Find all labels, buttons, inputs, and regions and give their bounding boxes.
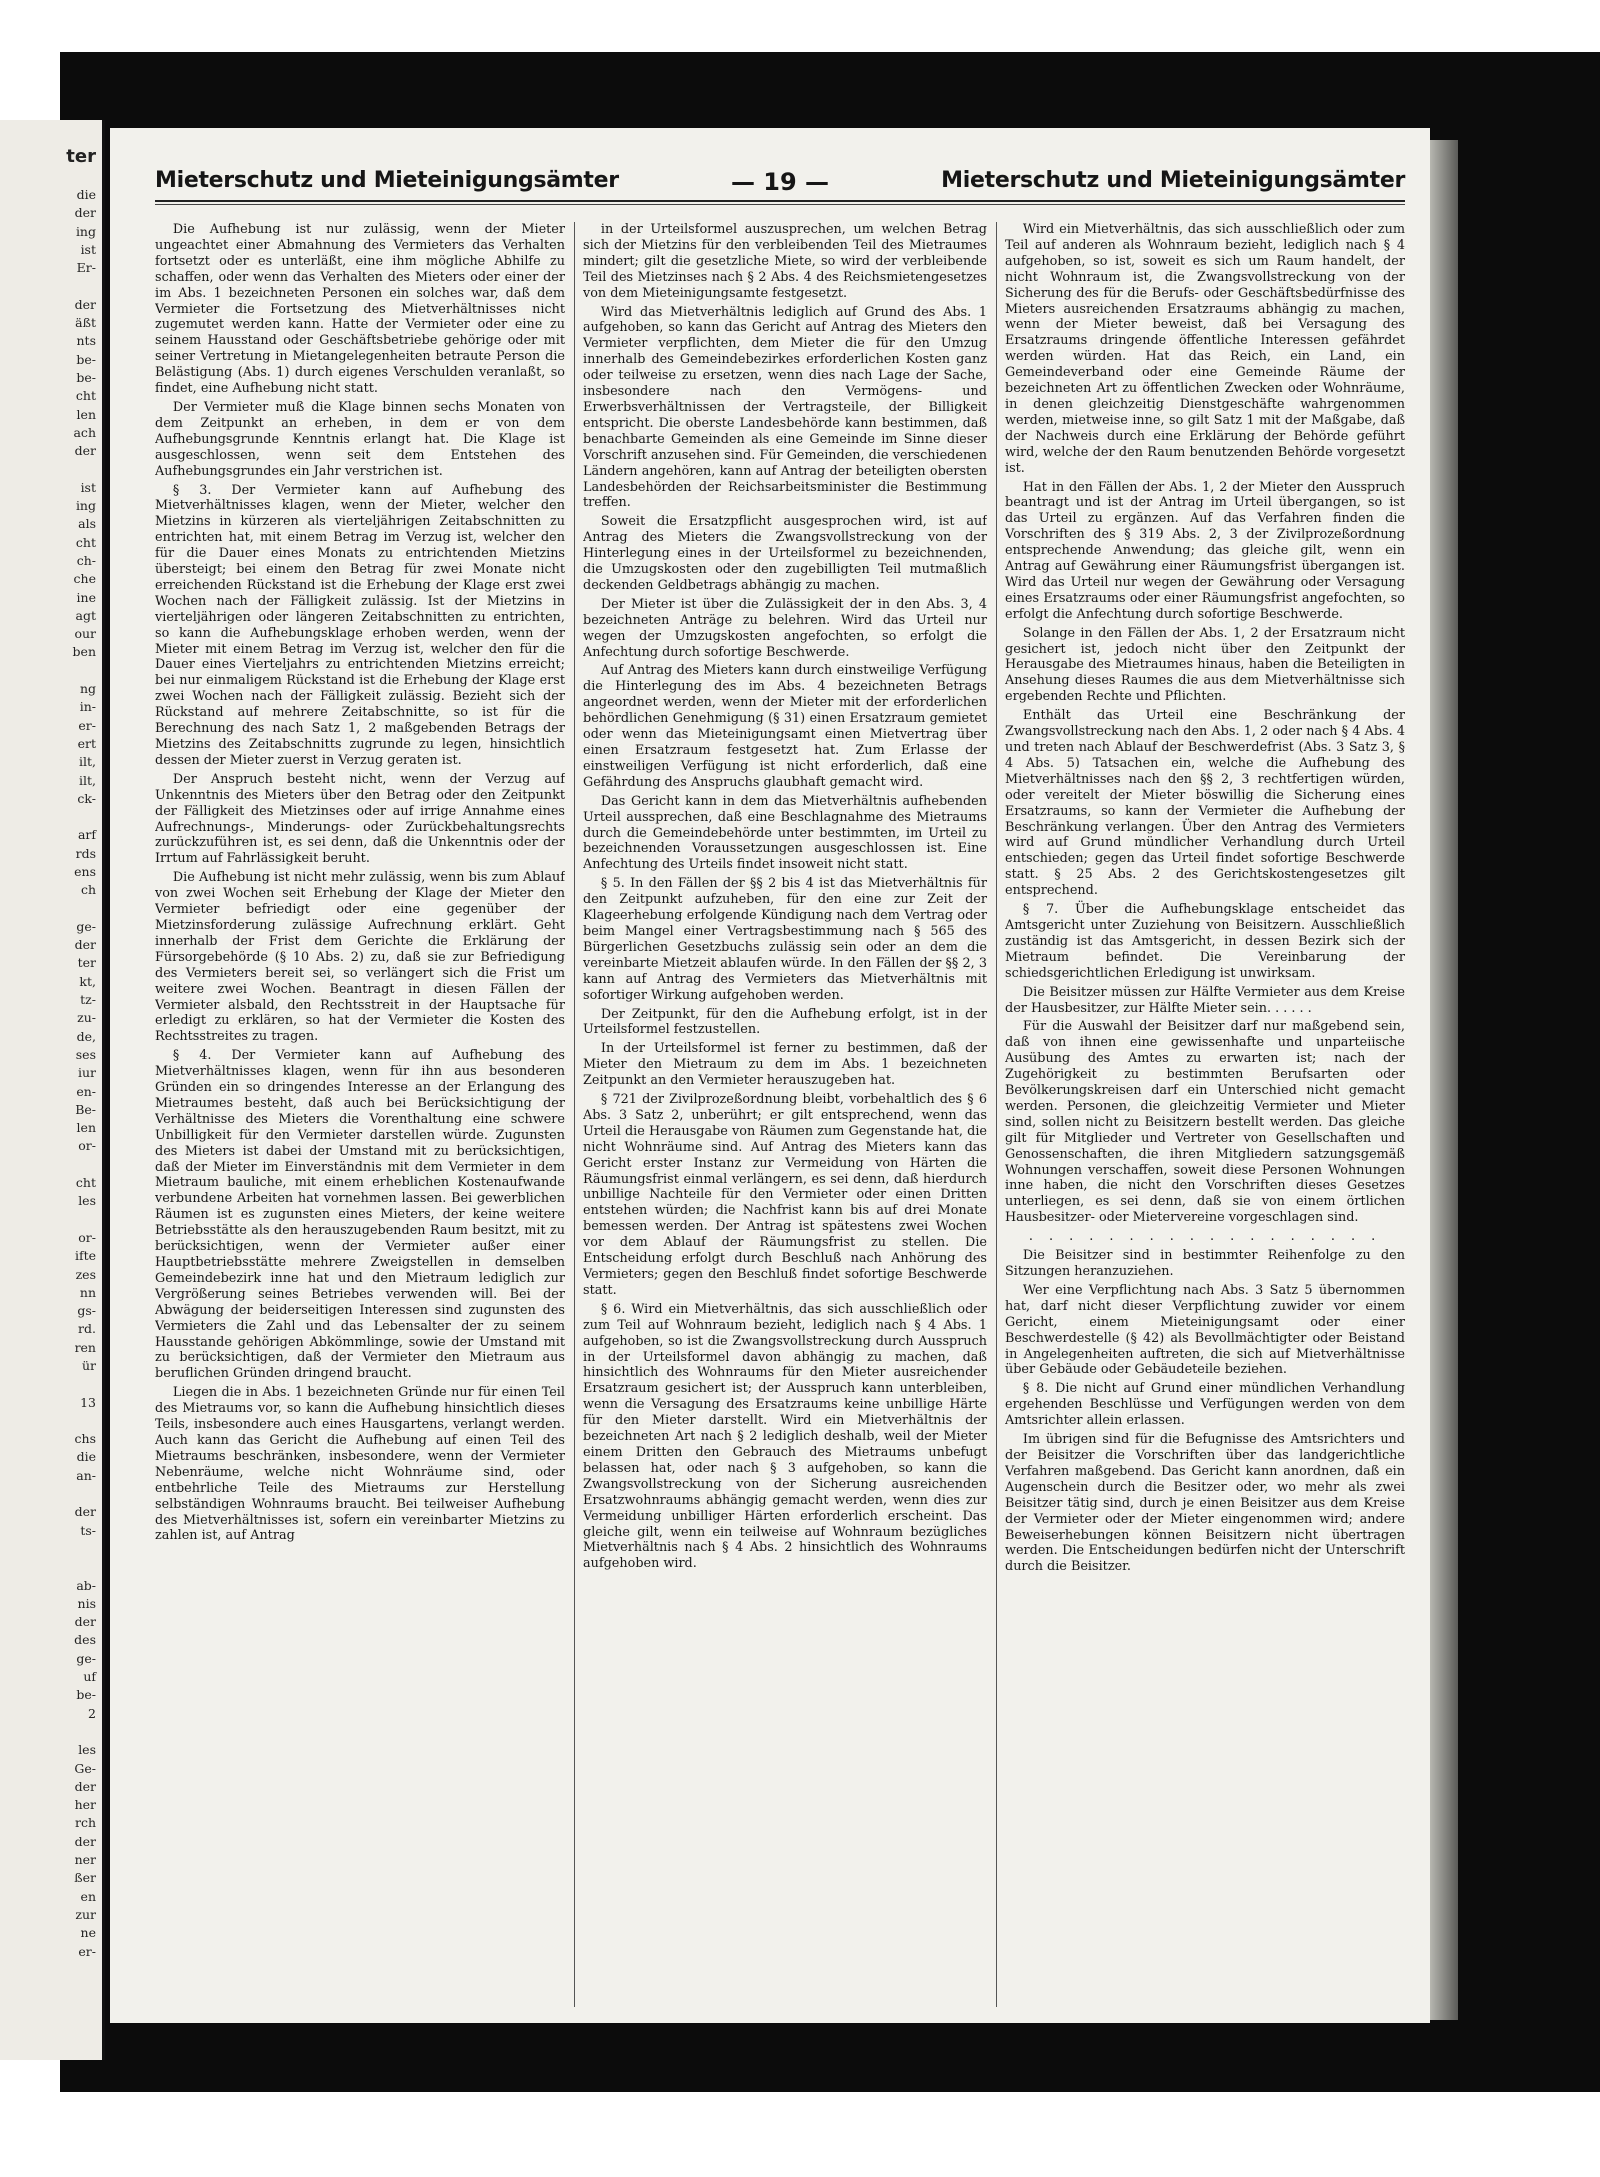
adjacent-line-fragment [0,1485,102,1503]
adjacent-line-fragment [0,1156,102,1174]
adjacent-line-fragment: ch- [76,552,96,568]
adjacent-line-fragment: ine [76,589,96,605]
adjacent-line-fragment: äßt [75,315,96,331]
adjacent-line-fragment: ert [77,735,96,751]
adjacent-line-fragment: be- [76,1687,96,1703]
adjacent-line-fragment: les [78,1742,96,1758]
adjacent-line-fragment: ng [79,681,96,697]
running-header [155,168,1405,202]
adjacent-line-fragment: der [74,296,96,312]
adjacent-line-fragment: rds [75,845,96,861]
adjacent-line-fragment: der [74,1504,96,1520]
text-column-3 [1005,222,1405,2007]
paragraph: § 6. Wird ein Mietverhältnis, das sich ausschließlich oder zum Teil auf Wohnraum bezieht, lediglich nach § 4 Abs. 1 aufgehoben, so ist die Zwangsvollstreckung durch Ausspruch in der Urteilsformel davon abhängig zu machen, daß hinsichtlich des Wohnraums für den Mieter ausreichender Ersatzraum gesichert ist; der Ausspruch kann unterbleiben, wenn die Versagung des Ersatzraums keine unbillige Härte für den Mieter darstellt. Wird ein Mietverhältnis der bezeichneten Art nach § 2 lediglich deshalb, weil der Mieter einem Dritten den Gebrauch des Mietraums unbefugt belassen hat, oder nach § 3 aufgehoben, so kann die Zwangsvollstreckung von der Sicherung ausreichenden Ersatzwohnraums abhängig gemacht werden, wenn dies zur Vermeidung unbilliger Härten erforderlich erscheint. Das gleiche gilt, wenn ein teilweise auf Wohnraum bezügliches Mietverhältnis nach § 4 Abs. 2 hinsichtlich des Wohnraums aufgehoben wird. [583,1301,987,1572]
adjacent-line-fragment: ür [81,1358,96,1373]
adjacent-line-fragment: 13 [80,1394,96,1410]
adjacent-line-fragment: ßer [74,1870,96,1886]
adjacent-line-fragment: er- [78,717,96,733]
adjacent-line-fragment: agt [75,607,96,623]
adjacent-line-fragment: in- [79,699,96,715]
document-page [110,128,1430,2023]
adjacent-line-fragment: Be- [75,1101,96,1117]
adjacent-line-fragment: als [78,516,96,532]
page-number: — 19 — [730,168,830,196]
adjacent-line-fragment: der [74,205,96,221]
adjacent-line-fragment: che [73,571,96,587]
adjacent-line-fragment: Er- [76,260,96,276]
paragraph: § 7. Über die Aufhebungsklage entscheidet das Amtsgericht unter Zuziehung von Beisitzern. Ausschließlich zuständig ist das Amtsgericht, in dessen Bezirk sich der Mietraum befindet. Die Vereinbarung der schiedsgerichtlichen Erledigung ist unwirksam. [1005,902,1405,981]
paragraph: Das Gericht kann in dem das Mietverhältnis aufhebenden Urteil aussprechen, daß eine Beschlagnahme des Mietraums durch die Gemeindebehörde unter bestimmten, im Urteil zu bezeichnenden Voraussetzungen ausgeschlossen ist. Eine Anfechtung des Urteils findet insoweit nicht statt. [583,793,987,873]
paragraph: Hat in den Fällen der Abs. 1, 2 der Mieter den Ausspruch beantragt und ist der Antrag im Urteil übergangen, so ist das Urteil zu ergänzen. Auf das Verfahren finden die Vorschriften des § 319 Abs. 2, 3 der Zivilprozeßordnung entsprechende Anwendung; das gleiche gilt, wenn ein Antrag auf Gewährung einer Räumungsfrist übergangen ist. Wird das Urteil nur wegen der Gewährung oder Versagung eines Ersatzraums oder einer Räumungsfrist angefochten, so erfolgt die Anfechtung durch sofortige Beschwerde. [1005,479,1405,622]
paragraph: Der Mieter ist über die Zulässigkeit der in den Abs. 3, 4 bezeichneten Anträge zu belehren. Wird das Urteil nur wegen der Umzugskosten angefochten, so erfolgt die Anfechtung durch sofortige Beschwerde. [583,596,987,660]
paragraph: Liegen die in Abs. 1 bezeichneten Gründe nur für einen Teil des Mietraums vor, so kann die Aufhebung hinsichtlich dieses Teils, insbesondere auch eines Hausgartens, verlangt werden. Auch kann das Gericht die Aufhebung auf einen Teil des Mietraums beschränken, insbesondere, wenn der Vermieter Nebenräume, welche nicht Wohnräume sind, oder entbehrliche Teile des Mietraums zur Herstellung selbständigen Wohnraums braucht. Bei teilweiser Aufhebung des Mietverhältnisses ist, sofern ein vereinbarter Mietzins zu zahlen ist, auf Antrag [155,1385,565,1544]
adjacent-line-fragment [0,900,102,918]
column-divider [574,222,575,2007]
adjacent-line-fragment: rd. [78,1321,96,1337]
adjacent-line-fragment [0,277,102,295]
adjacent-line-fragment: len [76,406,96,422]
paragraph: Die Aufhebung ist nicht mehr zulässig, wenn bis zum Ablauf von zwei Wochen seit Erhebung der Klage der Mieter den Vermieter befriedigt oder eine gegenüber der Mietzinsforderung zulässige Aufrechnung erklärt. Geht innerhalb der Frist dem Gerichte die Erklärung der Fürsorgebehörde (§ 10 Abs. 2) zu, daß sie zur Befriedigung des Vermieters bereit sei, so verlängert sich die Frist um weitere zwei Wochen. Beantragt in diesen Fällen der Vermieter alsbald, den Rechtsstreit in der Hauptsache für erledigt zu erklären, so hat der Vermieter die Kosten des Rechtsstreites zu tragen. [155,870,565,1045]
adjacent-line-fragment: Ge- [74,1760,96,1776]
adjacent-line-fragment: ens [74,863,96,879]
paragraph: Soweit die Ersatzpflicht ausgesprochen wird, ist auf Antrag des Mieters die Zwangsvollstreckung von der Hinterlegung eines in der Urteilsformel zu bezeichnenden, die Umzugskosten oder den zugebilligten Teil mutmaßlich deckenden Geldbetrags abhängig zu machen. [583,514,987,593]
paragraph: In der Urteilsformel ist ferner zu bestimmen, daß der Mieter den Mietraum zu dem im Abs. 1 bezeichneten Zeitpunkt an den Vermieter herauszugeben hat. [583,1041,987,1089]
paragraph: Auf Antrag des Mieters kann durch einstweilige Verfügung die Hinterlegung des im Abs. 4 bezeichneten Betrags angeordnet werden, wenn der Mieter mit der erforderlichen behördlichen Genehmigung (§ 31) einen Ersatzraum gemietet oder wenn das Mieteinigungsamt einen Mietvertrag über einen Ersatzraum festgesetzt hat. Zum Erlasse der einstweiligen Verfügung ist nicht erforderlich, daß eine Gefährdung des Anspruchs glaubhaft gemacht wird. [583,663,987,790]
adjacent-line-fragment: ge- [76,1650,96,1666]
adjacent-line-fragment: die [76,187,96,202]
paragraph: Die Beisitzer müssen zur Hälfte Vermieter aus dem Kreise der Hausbesitzer, zur Hälfte Mieter sein. . . . . . [1005,984,1405,1016]
paragraph: § 4. Der Vermieter kann auf Aufhebung des Mietverhältnisses klagen, wenn für ihn aus besonderen Gründen ein so dringendes Interesse an der Erlangung des Mietraumes besteht, daß auch bei Berücksichtigung der Verhältnisse des Mieters die Vorenthaltung eine schwere Unbilligkeit für den Vermieter darstellen würde. Zugunsten des Mieters ist dabei der Umstand mit zu berücksichtigen, daß der Mieter im Einverständnis mit dem Vermieter in dem Mietraum bauliche, mit einem erheblichen Kostenaufwande verbundene Arbeiten hat vornehmen lassen. Bei gewerblichen Räumen ist es zugunsten eines Mieters, der keine weitere Betriebsstätte als den herauszugebenden Raum besitzt, mit zu berücksichtigen, wenn der Vermieter außer einer Hauptbetriebsstätte mehrere Zweigstellen in demselben Gemeindebezirk inne hat und den Mietraum lediglich zur Vergrößerung seines Betriebes verwenden will. Bei der Abwägung der beiderseitigen Interessen sind zugunsten des Vermieters die Zahl und das Lebensalter der zu seinem Hausstande gehörigen Abkömmlinge, sowie der Umstand mit zu berücksichtigen, daß der Vermieter den Mietraum aus beruflichen Gründen dringend braucht. [155,1048,565,1382]
adjacent-line-fragment [0,808,102,826]
adjacent-line-fragment [0,1723,102,1741]
adjacent-line-fragment: ach [73,424,96,440]
paragraph: Wer eine Verpflichtung nach Abs. 3 Satz 5 übernommen hat, darf nicht dieser Verpflichtung zuwider vor einem Gericht, einem Mieteinigungsamt oder einer Beschwerdestelle (§ 42) als Bevollmächtigter oder Beistand in Angelegenheiten auftreten, die sich auf Mietverhältnisse über Gebäude oder Gebäudeteile beziehen. [1005,1282,1405,1378]
adjacent-line-fragment: be- [76,351,96,367]
paragraph: . . . . . . . . . . . . . . . . . . [1028,1229,1382,1245]
adjacent-line-fragment: rch [74,1815,96,1831]
paragraph: Wird das Mietverhältnis lediglich auf Grund des Abs. 1 aufgehoben, so kann das Gericht auf Antrag des Mieters den Vermieter verpflichten, dem Mieter die für den Umzug innerhalb des Gemeindebezirkes erforderlichen Kosten ganz oder teilweise zu ersetzen, wenn dies nach Lage der Sache, insbesondere nach den Vermögens- und Erwerbsverhältnissen der Vertragsteile, der Billigkeit entspricht. Die oberste Landesbehörde kann bestimmen, daß benachbarte Gemeinden als eine Gemeinde im Sinne dieser Vorschrift anzusehen sind. Für Gemeinden, die verschiedenen Ländern angehören, kann auf Antrag der beteiligten obersten Landesbehörden der Reichsarbeitsminister die Bestimmung treffen. [583,304,987,511]
adjacent-line-fragment: en [80,1888,96,1904]
adjacent-line-fragment: ilt, [79,772,96,788]
adjacent-line-fragment: be- [76,369,96,385]
adjacent-line-fragment: iur [77,1065,96,1081]
adjacent-line-fragment: des [74,1632,96,1648]
adjacent-line-fragment: ner [74,1852,96,1868]
header-title-right: Mieterschutz und Mieteinigungsämter [941,168,1405,193]
adjacent-line-fragment: zes [75,1266,96,1282]
column-divider [996,222,997,2007]
adjacent-line-fragment: ifte [74,1248,96,1264]
adjacent-line-fragment: er- [78,1943,96,1959]
adjacent-line-fragment: ren [74,1339,96,1355]
adjacent-line-fragment [0,1375,102,1393]
adjacent-line-fragment: cht [75,388,96,404]
adjacent-line-fragment [0,1540,102,1558]
adjacent-line-fragment: zur [75,1906,96,1922]
adjacent-line-fragment: 2 [88,1705,96,1721]
paragraph: § 3. Der Vermieter kann auf Aufhebung des Mietverhältnisses klagen, wenn der Mieter, welcher den Mietzins in kürzeren als vierteljährigen Zeitabschnitten zu entrichten hat, mit einem Betrag im Verzug ist, welcher den für die Dauer eines Monats zu entrichtenden Mietzins übersteigt; bei einem den Betrag für zwei Monate nicht erreichenden Rückstand ist die Erhebung der Klage erst zwei Wochen nach der Fälligkeit zulässig. Ist der Mietzins in vierteljährigen oder längeren Zeitabschnitten zu entrichten, so kann die Aufhebungsklage erhoben werden, wenn der Mieter mit einem Betrag im Verzug ist, welcher den für die Dauer eines Vierteljahrs zu entrichtenden Mietzins erreicht; bei nur einmaligem Rückstand ist die Erhebung der Klage erst zwei Wochen nach der Fälligkeit zulässig. Bezieht sich der Rückstand auf mehrere Zeitabschnitte, so ist für die Berechnung des nach Satz 1, 2 maßgebenden Betrags der Mietzins des Zeitabschnitts zugrunde zu legen, hinsichtlich dessen der Mieter zuerst in Verzug geraten ist. [155,482,565,768]
paragraph: Enthält das Urteil eine Beschränkung der Zwangsvollstreckung nach den Abs. 1, 2 oder nach § 4 Abs. 4 und treten nach Ablauf der Beschwerdefrist (Abs. 3 Satz 3, § 4 Abs. 5) Tatsachen ein, welche die Aufhebung des Mietverhältnisses nach den §§ 2, 3 rechtfertigen würden, oder vereitelt der Mieter böswillig die Sicherung eines Ersatzraums, so kann der Vermieter die Aufhebung der Beschränkung verlangen. Über den Antrag des Vermieters wird auf Grund mündlicher Verhandlung durch Urteil entschieden; gegen das Urteil findet sofortige Beschwerde statt. § 25 Abs. 2 des Gerichtskostengesetzes gilt entsprechend. [1005,708,1405,899]
paragraph: § 5. In den Fällen der §§ 2 bis 4 ist das Mietverhältnis für den Zeitpunkt aufzuheben, für den eine zur Zeit der Klageerhebung erfolgende Kündigung nach dem Vertrag oder beim Mangel einer Vertragsbestimmung nach § 565 des Bürgerlichen Gesetzbuchs zulässig sein oder an dem die vereinbarte Mietzeit ablaufen würde. In den Fällen der §§ 2, 3 kann auf Antrag des Vermieters das Mietverhältnis mit sofortiger Wirkung aufgehoben werden. [583,876,987,1003]
adjacent-page-heading: ter [66,146,96,167]
adjacent-line-fragment: tz- [80,992,96,1008]
paragraph: in der Urteilsformel auszusprechen, um welchen Betrag sich der Mietzins für den verbleibenden Teil des Mietraumes mindert; gilt die gesetzliche Miete, so wird der verbleibende Teil des Mietzinses nach § 2 Abs. 4 des Reichsmietengesetzes von dem Mieteinigungsamte festgesetzt. [583,222,987,301]
adjacent-line-fragment: nn [79,1284,96,1300]
adjacent-line-fragment [0,1412,102,1430]
adjacent-line-fragment: en- [76,1083,96,1099]
adjacent-line-fragment: cht [75,534,96,550]
adjacent-line-fragment: ist [80,479,96,495]
page-edge-shadow [1428,140,1458,2020]
adjacent-line-fragment: kt, [79,973,96,989]
paragraph: § 721 der Zivilprozeßordnung bleibt, vorbehaltlich des § 6 Abs. 3 Satz 2, unberührt; er gilt entsprechend, wenn das Urteil die Herausgabe von Räumen zum Gegenstande hat, die nicht Wohnräume sind. Auf Antrag des Mieters kann das Gericht erster Instanz zur Vermeidung von Härten die Räumungsfrist einmal verlängern, es sei denn, daß hierdurch unbillige Nachteile für den Vermieter oder einen Dritten entstehen würden; die Nachfrist kann bis auf drei Monate bemessen werden. Der Antrag ist spätestens zwei Wochen vor dem Ablauf der Räumungsfrist zu stellen. Die Entscheidung erfolgt durch Beschluß nach Anhörung des Vermieters; gegen den Beschluß findet sofortige Beschwerde statt. [583,1092,987,1298]
adjacent-line-fragment [0,1558,102,1576]
adjacent-page-text [0,186,102,1961]
adjacent-line-fragment [0,1211,102,1229]
paragraph: Der Vermieter muß die Klage binnen sechs Monaten von dem Zeitpunkt an erheben, in dem er von dem Aufhebungsgrunde Kenntnis erlangt hat. Die Klage ist ausgeschlossen, wenn seit dem Entstehen des Aufhebungsgrundes ein Jahr verstrichen ist. [155,399,565,479]
adjacent-line-fragment: ing [75,223,96,239]
paragraph: Für die Auswahl der Beisitzer darf nur maßgebend sein, daß von ihnen eine gewissenhafte und unparteiische Ausübung des Amtes zu erwarten ist; nach der Zugehörigkeit zu bestimmten Berufsarten oder Bevölkerungskreisen darf ein Unterschied nicht gemacht werden. Personen, die gleichzeitig Vermieter und Mieter sind, sollen nicht zu Beisitzern bestellt werden. Das gleiche gilt für Mitglieder und Vertreter von Gesellschaften und Genossenschaften, die ihren Mitgliedern satzungsgemäß Wohnungen verschaffen, soweit diese Personen Wohnungen inne haben, die nicht den Vorschriften dieses Gesetzes unterliegen, es sei denn, daß sie von einem örtlichen Hausbesitzer- oder Mietervereine vorgeschlagen sind. [1005,1019,1405,1226]
header-title-left: Mieterschutz und Mieteinigungsämter [155,168,619,193]
paragraph: Die Aufhebung ist nur zulässig, wenn der Mieter ungeachtet einer Abmahnung des Vermieters das Verhalten fortsetzt oder es unterläßt, eine ihm mögliche Abhilfe zu schaffen, oder wenn das Verhalten des Mieters oder einer der im Abs. 1 bezeichneten Personen ein solches war, daß dem Vermieter die Fortsetzung des Mietverhältnisses nicht zugemutet werden kann. Hatte der Vermieter oder eine zu seinem Hausstand oder Geschäftsbetriebe gehörige oder mit seiner Vertretung in Mietangelegenheiten betraute Person die Belästigung (Abs. 1) durch eigenes Verschulden veranlaßt, so findet, eine Aufhebung nicht statt. [155,222,565,397]
adjacent-line-fragment: or- [78,1138,96,1154]
adjacent-line-fragment: cht [75,1175,96,1191]
adjacent-line-fragment: or- [78,1229,96,1245]
adjacent-line-fragment: chs [74,1431,96,1447]
adjacent-line-fragment: ck- [77,790,96,806]
paragraph: Der Anspruch besteht nicht, wenn der Verzug auf Unkenntnis des Mieters über den Betrag oder den Zeitpunkt der Fälligkeit des Mietzinses oder auf irrige Annahme eines Aufrechnungs-, Minderungs- oder Zurückbehaltungsrechts zurückzuführen ist, es sei denn, daß die Unkenntnis oder der Irrtum auf Fahrlässigkeit beruht. [155,771,565,867]
adjacent-line-fragment: zu- [77,1010,96,1026]
adjacent-line-fragment [0,460,102,478]
adjacent-line-fragment: de, [76,1028,96,1044]
adjacent-line-fragment: der [74,443,96,459]
adjacent-line-fragment: ne [80,1925,96,1941]
adjacent-line-fragment: arf [77,827,96,843]
adjacent-line-fragment: ge- [76,918,96,934]
adjacent-line-fragment: ses [75,1046,96,1062]
adjacent-line-fragment: len [76,1120,96,1136]
adjacent-line-fragment: les [78,1193,96,1209]
header-rule [155,200,1405,202]
adjacent-line-fragment: der [74,1833,96,1849]
adjacent-line-fragment: ts- [80,1522,96,1538]
text-column-2 [583,222,987,2007]
adjacent-line-fragment: ab- [76,1577,96,1593]
paragraph: § 8. Die nicht auf Grund einer mündlichen Verhandlung ergehenden Beschlüsse und Verfügungen werden von dem Amtsrichter allein erlassen. [1005,1381,1405,1429]
adjacent-line-fragment: ter [77,955,96,971]
adjacent-line-fragment: ing [75,498,96,514]
adjacent-line-fragment: nis [77,1595,96,1611]
adjacent-line-fragment [0,662,102,680]
adjacent-line-fragment: der [74,937,96,953]
header-rule-thin [155,204,1405,205]
adjacent-page-fragment [0,120,105,2060]
adjacent-line-fragment: nts [76,333,96,349]
adjacent-line-fragment: ben [72,644,96,660]
paragraph: Die Beisitzer sind in bestimmter Reihenfolge zu den Sitzungen heranzuziehen. [1005,1248,1405,1279]
adjacent-line-fragment: ist [80,241,96,257]
paragraph: Im übrigen sind für die Befugnisse des Amtsrichters und der Beisitzer die Vorschriften über das landgerichtliche Verfahren maßgebend. Das Gericht kann anordnen, daß ein Augenschein durch die Besitzer oder, wo mehr als zwei Beisitzer tätig sind, durch je einen Beisitzer aus dem Kreise der Vermieter oder der Mieter eingenommen wird; andere Beweiserhebungen können Beisitzern nicht übertragen werden. Die Entscheidungen bedürfen nicht der Unterschrift durch die Beisitzer. [1005,1432,1405,1575]
adjacent-line-fragment: der [74,1614,96,1630]
paragraph: Wird ein Mietverhältnis, das sich ausschließlich oder zum Teil auf anderen als Wohnraum bezieht, lediglich nach § 4 aufgehoben, so ist, soweit es sich um Raum handelt, der nicht Wohnraum ist, die Zwangsvollstreckung von der Sicherung des für die Berufs- oder Geschäftsbedürfnisse des Mieters ausreichenden Ersatzraums abhängig zu machen, wenn der Mieter beweist, daß bei Versagung des Ersatzraums dringende öffentliche Interessen gefährdet werden würden. Hat das Reich, ein Land, ein Gemeindeverband oder eine Gemeinde Räume der bezeichneten Art zu öffentlichen Zwecken oder Wohnräume, in denen gleichzeitig Dienstgeschäfte wahrgenommen werden, mietweise inne, so gilt Satz 1 mit der Maßgabe, daß der Nachweis durch eine Erklärung der Behörde geführt wird, welche der den Raum benutzenden Behörde vorgesetzt ist. [1005,222,1405,476]
adjacent-line-fragment: ilt, [79,754,96,770]
adjacent-line-fragment: die [76,1449,96,1465]
adjacent-line-fragment: ch [80,882,96,898]
adjacent-line-fragment: uf [83,1669,96,1685]
adjacent-line-fragment: an- [76,1467,96,1483]
adjacent-line-fragment: der [74,1778,96,1794]
paragraph: Der Zeitpunkt, für den die Aufhebung erfolgt, ist in der Urteilsformel festzustellen. [583,1006,987,1038]
text-column-1 [155,222,565,2007]
adjacent-line-fragment: our [74,626,96,642]
adjacent-line-fragment: her [74,1797,96,1813]
paragraph: Solange in den Fällen der Abs. 1, 2 der Ersatzraum nicht gesichert ist, jedoch nicht über den Zeitpunkt der Herausgabe des Mietraumes hinaus, haben die Beteiligten in Ansehung dieses Raumes die aus dem Mietverhältnisse sich ergebenden Rechte und Pflichten. [1005,625,1405,705]
adjacent-line-fragment: gs- [77,1303,96,1319]
